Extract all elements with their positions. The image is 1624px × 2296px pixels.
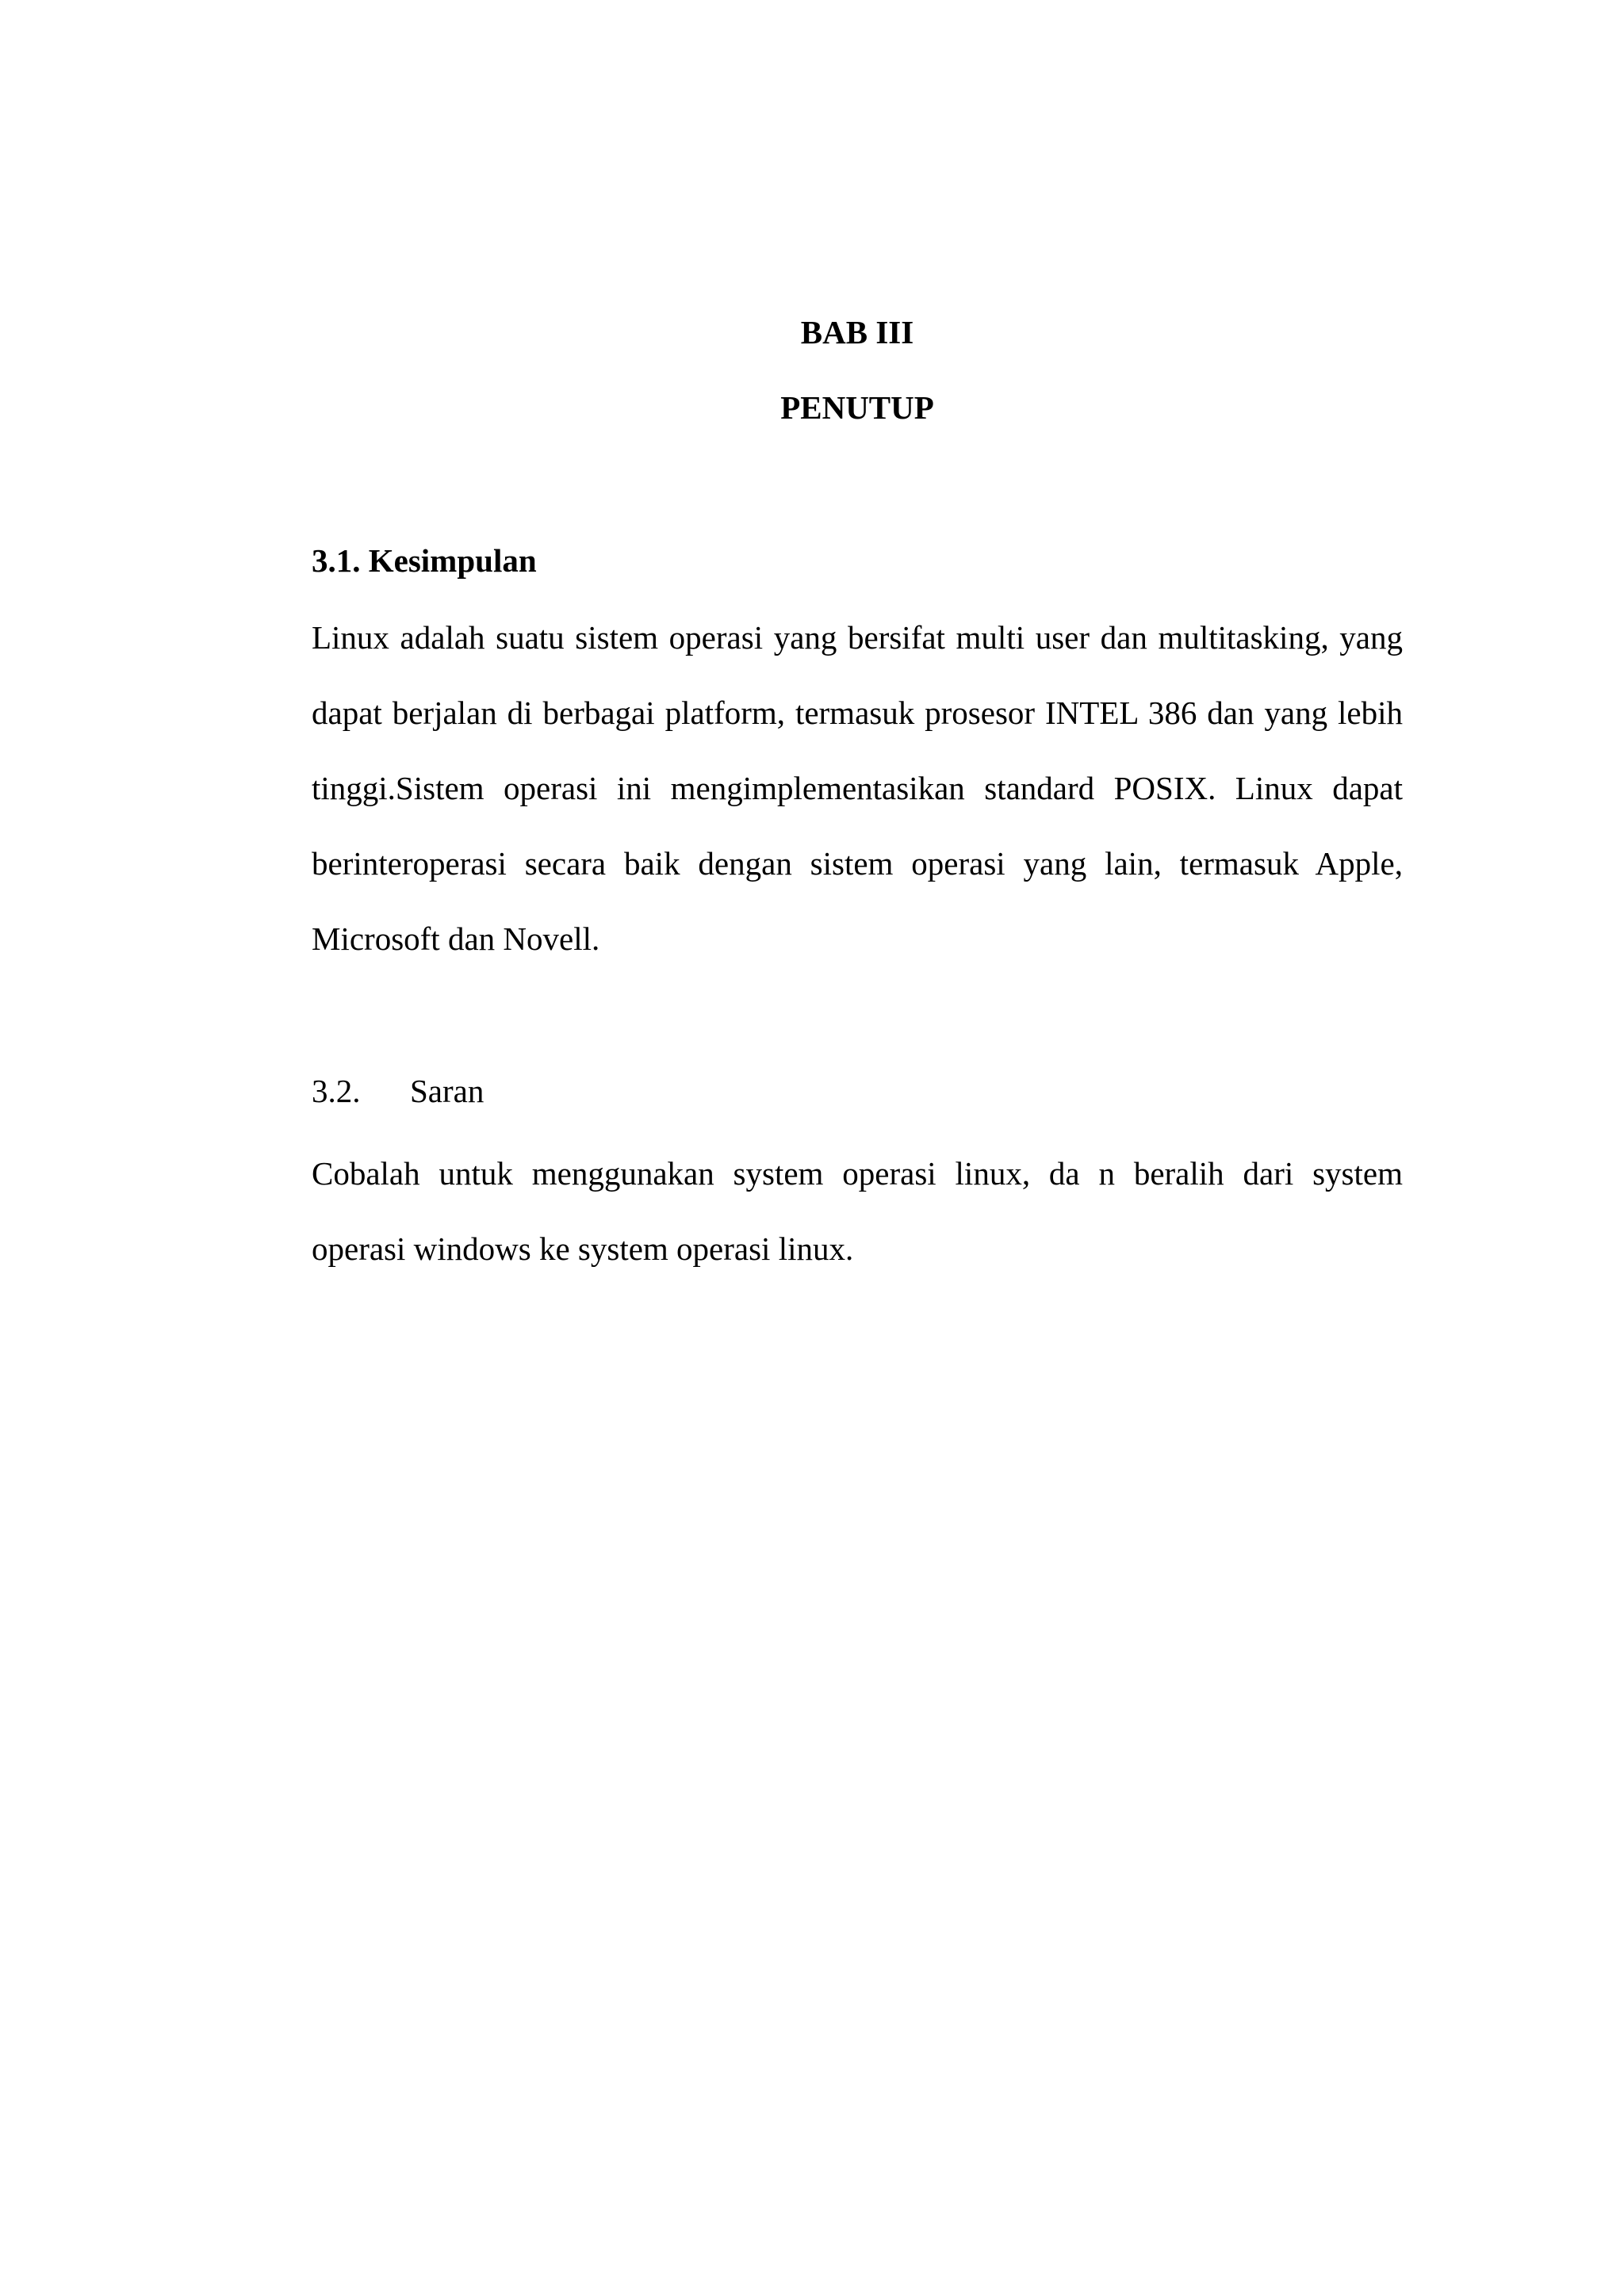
- section-heading-kesimpulan: 3.1. Kesimpulan: [312, 542, 537, 579]
- paragraph-line: Cobalah untuk menggunakan system operasi linux, da n beralih dari system: [312, 1155, 1403, 1192]
- section-heading-saran: [312, 1071, 1403, 1111]
- section-title: Saran: [410, 1073, 485, 1109]
- paragraph-line: berinteroperasi secara baik dengan sistem operasi yang lain, termasuk Apple,: [312, 845, 1403, 882]
- paragraph-line: tinggi.Sistem operasi ini mengimplementasikan standard POSIX. Linux dapat: [312, 770, 1403, 806]
- paragraph-line: dapat berjalan di berbagai platform, termasuk prosesor INTEL 386 dan yang lebih: [312, 695, 1403, 731]
- paragraph-line: Linux adalah suatu sistem operasi yang bersifat multi user dan multitasking, yang: [312, 619, 1403, 656]
- chapter-label: BAB III: [800, 314, 914, 350]
- section-number: 3.2.: [312, 1073, 361, 1109]
- paragraph-line: Microsoft dan Novell.: [312, 920, 600, 957]
- paragraph-line: operasi windows ke system operasi linux.: [312, 1230, 854, 1267]
- chapter-title: PENUTUP: [780, 389, 934, 426]
